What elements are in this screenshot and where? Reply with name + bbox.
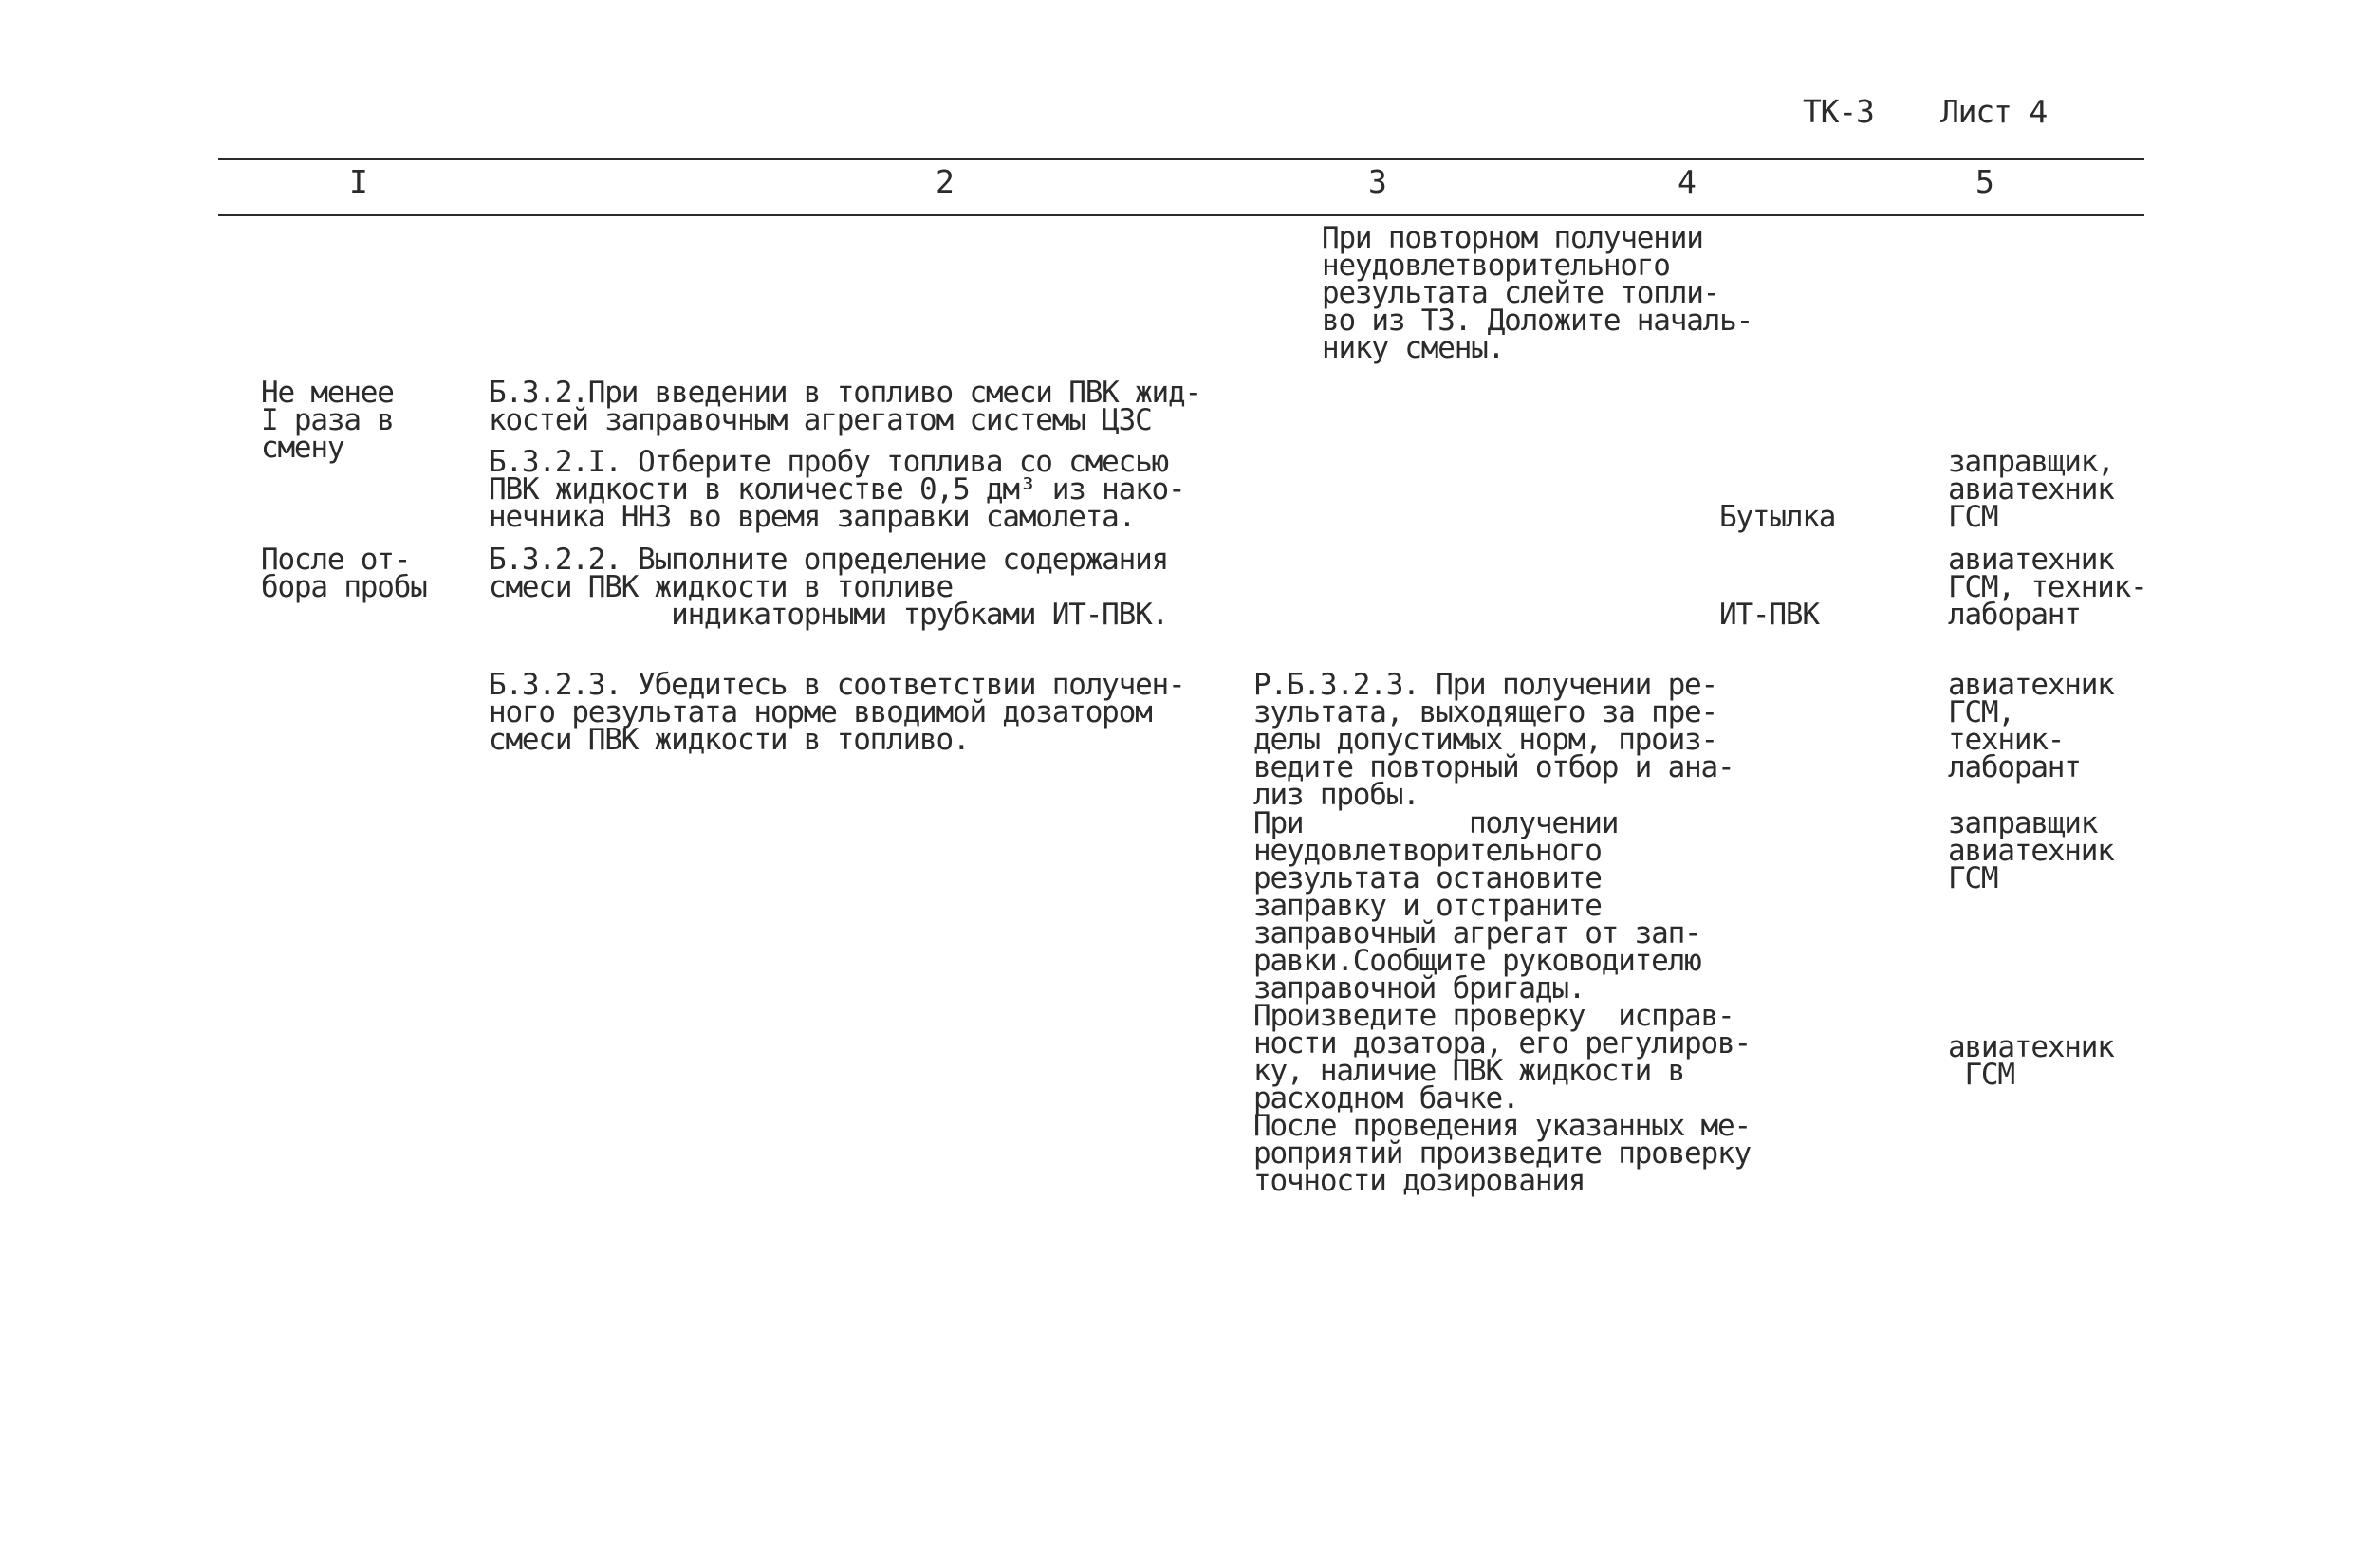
row-0-col3-text: При повторном получении неудовлетворительного результата слейте топли- во из ТЗ. Доложите началь- нику смены. [1322, 221, 1753, 365]
column-header-3: 3 [1368, 163, 1386, 200]
row-1-col1-text: Не менее I раза в смену [261, 376, 394, 465]
row-4-col3-text-b: При получении неудовлетворительного результата остановите заправку и отстраните заправочный агрегат от зап- равки.Сообщите руководителю заправочной бригады. [1253, 806, 1701, 1005]
row-4-col5-text-b: заправщик авиатехник ГСМ [1948, 806, 2114, 895]
row-3-col4-text: ИТ-ПВК [1719, 598, 1819, 632]
row-2-col5-text: заправщик, авиатехник ГСМ [1948, 445, 2114, 534]
document-code: ТК-3 [1803, 93, 1874, 130]
column-header-1: I [349, 163, 367, 200]
column-header-2: 2 [936, 163, 954, 200]
row-2-col2-text: Б.3.2.I. Отберите пробу топлива со смесью ПВК жидкости в количестве 0,5 дм³ из нако- нечника ННЗ во время заправки самолета. [489, 445, 1185, 534]
column-header-5: 5 [1975, 163, 1993, 200]
row-4-col5-text-c: авиатехник ГСМ [1948, 1030, 2114, 1092]
row-1-col2-text: Б.3.2.При введении в топливо смеси ПВК жид- костей заправочным агрегатом системы ЦЗС [489, 376, 1201, 437]
row-3-col1-text: После от- бора пробы [261, 543, 427, 604]
row-2-col4-text: Бутылка [1719, 500, 1836, 534]
row-4-col3-text-a: Р.Б.3.2.3. При получении ре- зультата, выходящего за пре- делы допустимых норм, произ- ведите повторный отбор и ана- лиз пробы. [1253, 668, 1734, 812]
row-4-col5-text-a: авиатехник ГСМ, техник- лаборант [1948, 668, 2114, 784]
table-top-rule [218, 158, 2144, 160]
sheet-number: Лист 4 [1940, 93, 2048, 130]
column-header-4: 4 [1678, 163, 1696, 200]
table-header-rule [218, 214, 2144, 216]
row-4-col3-text-c: Произведите проверку исправ- ности дозатора, его регулиров- ку, наличие ПВК жидкости в расходном бачке. После проведения указанных ме- роприятий произведите проверку точности дозирования [1253, 999, 1751, 1198]
row-3-col2-text: Б.3.2.2. Выполните определение содержания смеси ПВК жидкости в топливе индикаторными трубками ИТ-ПВК. [489, 543, 1169, 632]
row-3-col5-text: авиатехник ГСМ, техник- лаборант [1948, 543, 2147, 632]
row-4-col2-text: Б.3.2.3. Убедитесь в соответствии получен- ного результата норме вводимой дозатором смеси ПВК жидкости в топливо. [489, 668, 1185, 757]
